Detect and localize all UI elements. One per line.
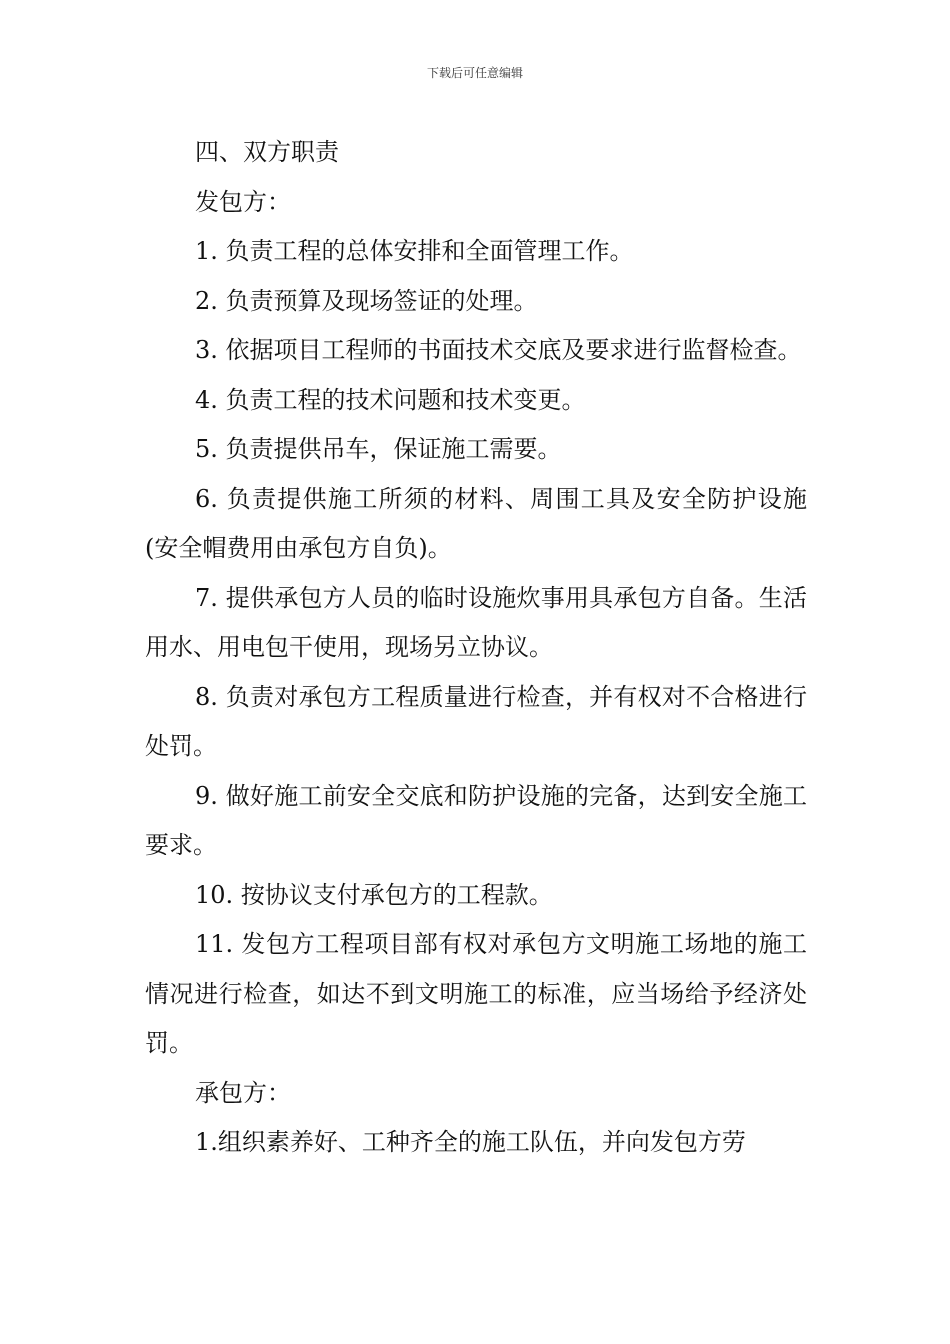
party-a-item-9: 9. 做好施工前安全交底和防护设施的完备，达到安全施工要求。 — [145, 781, 807, 859]
party-a-item-7: 7. 提供承包方人员的临时设施炊事用具承包方自备。生活用水、用电包干使用，现场另立协议。 — [145, 583, 807, 661]
party-a-item-8: 8. 负责对承包方工程质量进行检查，并有权对不合格进行处罚。 — [145, 682, 807, 760]
party-a-item-3: 3. 依据项目工程师的书面技术交底及要求进行监督检查。 — [195, 336, 802, 364]
party-b-item-1: 1.组织素养好、工种齐全的施工队伍，并向发包方劳 — [195, 1128, 746, 1156]
party-a-item-11: 11. 发包方工程项目部有权对承包方文明施工场地的施工情况进行检查，如达不到文明施工的标准，应当场给予经济处罚。 — [145, 930, 807, 1057]
document-body — [145, 128, 807, 1168]
party-b-heading: 承包方： — [195, 1078, 291, 1107]
party-a-heading: 发包方： — [195, 187, 291, 216]
party-a-item-2: 2. 负责预算及现场签证的处理。 — [195, 286, 538, 315]
party-a-item-4: 4. 负责工程的技术问题和技术变更。 — [195, 385, 586, 414]
party-a-item-1: 1. 负责工程的总体安排和全面管理工作。 — [195, 237, 634, 265]
party-a-item-10: 10. 按协议支付承包方的工程款。 — [195, 880, 553, 909]
party-a-item-6: 6. 负责提供施工所须的材料、周围工具及安全防护设施(安全帽费用由承包方自负)。 — [145, 484, 807, 562]
page-header: 下载后可任意编辑 — [426, 66, 523, 80]
party-a-item-5: 5. 负责提供吊车，保证施工需要。 — [195, 435, 562, 463]
section-heading: 四、双方职责 — [195, 138, 339, 166]
